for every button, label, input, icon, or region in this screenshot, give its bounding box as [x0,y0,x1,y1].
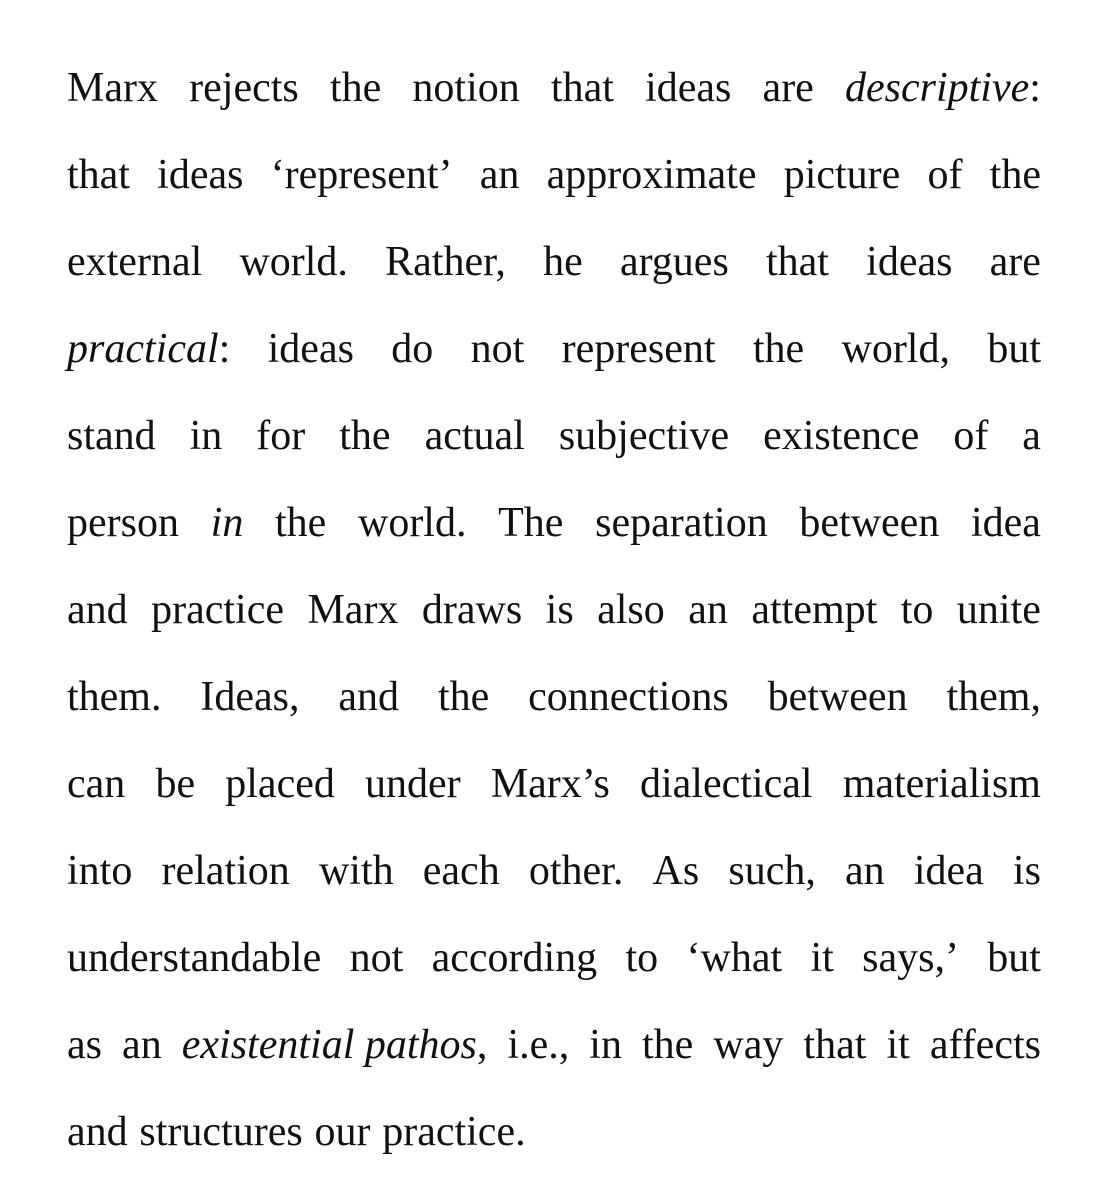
word-text: separation [595,500,768,546]
word [67,1104,128,1160]
word-text: world, [841,326,950,372]
word [422,582,522,638]
text-line [67,321,1041,408]
text-line [67,930,1041,1017]
word [155,756,195,812]
word-text: can [67,761,126,807]
word [122,1017,162,1073]
word [256,408,305,464]
word-text: do [391,326,434,372]
word [67,930,321,986]
word [438,669,489,725]
word [597,582,665,638]
text-line [67,582,1041,669]
word [423,843,500,899]
word-text: stand [67,413,156,459]
word [67,756,125,812]
word-text: are [762,65,814,111]
word-text: but [987,326,1041,372]
word [930,1017,1041,1073]
text-line [67,234,1041,321]
word-text: ‘what [686,935,783,981]
word-text: practice. [382,1109,526,1155]
word-text: that [765,239,829,285]
word-text: i.e., [507,1022,570,1068]
word-text: as [67,1022,102,1068]
word [225,756,335,812]
word-text: argues [619,239,729,285]
word [640,756,813,812]
word [507,1017,569,1073]
text-line [67,147,1041,234]
word-text: ‘represent’ [270,152,453,198]
word [990,234,1041,290]
word [841,321,950,377]
word-text: affects [929,1022,1041,1068]
word-text: between [767,674,908,720]
word-text: structures [139,1109,303,1155]
word-text: says,’ [862,935,959,981]
text-line [67,756,1041,843]
word [990,147,1041,203]
word-text: The [498,500,564,546]
word-text: placed [225,761,335,807]
word-text: in [189,413,223,459]
word [412,60,519,116]
word [645,60,731,116]
word [67,1017,102,1073]
word [957,582,1041,638]
word [953,408,988,464]
word-text: attempt [751,587,878,633]
word [211,495,244,551]
word-text: ideas [645,65,732,111]
word [182,1017,488,1073]
word [529,843,623,899]
word-text: person [67,500,179,546]
word [626,930,659,986]
word [914,843,984,899]
word [67,60,158,116]
word-text: not [349,935,404,981]
word-text: materialism [842,761,1041,807]
word [595,495,768,551]
word [339,408,390,464]
punctuation: : [218,326,231,372]
word [653,843,700,899]
word-text: As [652,848,700,894]
word-text: that [550,65,614,111]
word-text: ideas [157,152,244,198]
text-paragraph [67,60,1041,1191]
word-text: but [987,935,1041,981]
word-text: it [810,935,834,981]
word [845,843,885,899]
word [350,930,404,986]
punctuation: : [1029,65,1041,111]
word [190,408,223,464]
word [425,408,525,464]
word-text: Marx’s [490,761,610,807]
word [268,321,354,377]
word [200,669,299,725]
word [971,495,1041,551]
word-text: according [431,935,598,981]
word [987,930,1041,986]
word-text: that [67,152,130,198]
word-text: approximate [546,152,757,198]
word-text: represent [561,326,716,372]
word [382,1104,525,1160]
word [314,1104,370,1160]
text-line [67,1017,1041,1104]
word-text: an [479,152,520,198]
word [1013,843,1041,899]
word-text: the [275,500,327,546]
word [139,1104,302,1160]
word-text: the [339,413,391,459]
word [901,582,934,638]
word [799,495,939,551]
word [687,930,783,986]
word-text: actual [424,413,525,459]
word [886,1017,909,1073]
word [162,843,290,899]
word-text: the [437,674,490,720]
word-text: not [470,326,525,372]
word-text: the [989,152,1041,198]
word-text: notion [412,65,520,111]
word-text: each [422,848,500,894]
text-line [67,669,1041,756]
word-text: also [597,587,665,633]
word-text: an [688,587,728,633]
text-line [67,495,1041,582]
word [67,147,130,203]
word [432,930,598,986]
word-text: and [67,1109,128,1155]
word-text: them, [946,674,1041,720]
word [67,495,179,551]
word [927,147,962,203]
word [559,408,729,464]
word [391,321,433,377]
word-text: way [713,1022,784,1068]
word [620,234,729,290]
word-text: for [256,413,306,459]
word-text: that [803,1022,867,1068]
word [498,495,563,551]
word-text: and [338,674,400,720]
word [67,582,128,638]
word-text: them. [67,674,162,720]
word [157,147,243,203]
word-text: Ideas, [200,674,300,720]
word-text: ideas [267,326,354,372]
word-text: the [642,1022,694,1068]
word [547,147,757,203]
word [562,321,716,377]
word-text: are [989,239,1041,285]
word [365,756,461,812]
word-text: connections [528,674,729,720]
word [763,60,814,116]
word-text: under [365,761,461,807]
word [784,147,901,203]
word [987,321,1041,377]
word [946,669,1040,725]
word-text: of [927,152,963,198]
word-text: world. [239,239,348,285]
word [385,234,506,290]
italic-word: in [210,500,244,546]
word [753,321,804,377]
word [642,1017,693,1073]
word [1022,408,1041,464]
word-text: in [589,1022,622,1068]
word [763,408,919,464]
word-text: dialectical [639,761,813,807]
italic-word: descriptive [845,65,1030,111]
word [866,234,952,290]
word-text: ideas [866,239,953,285]
word [189,60,299,116]
italic-word: existential pathos [181,1022,477,1068]
word [803,1017,866,1073]
word [67,321,230,377]
word [330,60,381,116]
word-text: external [67,239,203,285]
word [67,234,202,290]
text-line [67,843,1041,930]
word-text: the [752,326,805,372]
word [275,495,326,551]
word-text: idea [971,500,1041,546]
word-text: is [545,587,574,633]
word-text: and [67,587,128,633]
text-line [67,60,1041,147]
word [862,930,959,986]
word [338,669,399,725]
word-text: draws [421,587,523,633]
word [271,147,453,203]
word [551,60,614,116]
word [688,582,728,638]
text-line [67,408,1041,495]
word [307,582,398,638]
word-text: into [67,848,133,894]
word-text: relation [161,848,290,894]
italic-word: practical [67,326,219,372]
word-text: to [900,587,934,633]
word-text: to [625,935,659,981]
word [151,582,284,638]
word [751,582,877,638]
word [491,756,610,812]
word-text: our [314,1109,371,1155]
word [768,669,908,725]
word [67,669,161,725]
word [589,1017,622,1073]
word [319,843,394,899]
word-text: unite [956,587,1041,633]
word [528,669,729,725]
word-text: a [1022,413,1041,459]
text-line [67,1104,1041,1191]
word [358,495,467,551]
word-text: such, [728,848,816,894]
word-text: of [953,413,989,459]
word-text: Marx [67,65,158,111]
word-text: world. [357,500,467,546]
word [67,843,132,899]
word [845,60,1041,116]
word-text: subjective [558,413,730,459]
word [471,321,525,377]
word-text: other. [528,848,624,894]
word [843,756,1041,812]
word-text: idea [913,848,984,894]
word-text: existence [763,413,920,459]
word-text: it [886,1022,910,1068]
word-text: picture [783,152,901,198]
word-text: be [155,761,196,807]
word [543,234,583,290]
word-text: understandable [67,935,322,981]
word-text: an [122,1022,162,1068]
word-text: he [543,239,583,285]
word [480,147,520,203]
word-text: the [329,65,382,111]
word [239,234,348,290]
word [810,930,833,986]
word-text: an [845,848,885,894]
word-text: with [318,848,394,894]
word [713,1017,783,1073]
word-text: Rather, [385,239,506,285]
word [766,234,829,290]
word [728,843,816,899]
punctuation: , [476,1022,488,1068]
word-text: practice [151,587,284,633]
word-text: is [1012,848,1041,894]
word-text: rejects [189,65,299,111]
word [67,408,156,464]
word-text: Marx [307,587,399,633]
word-text: between [799,500,940,546]
word [546,582,574,638]
